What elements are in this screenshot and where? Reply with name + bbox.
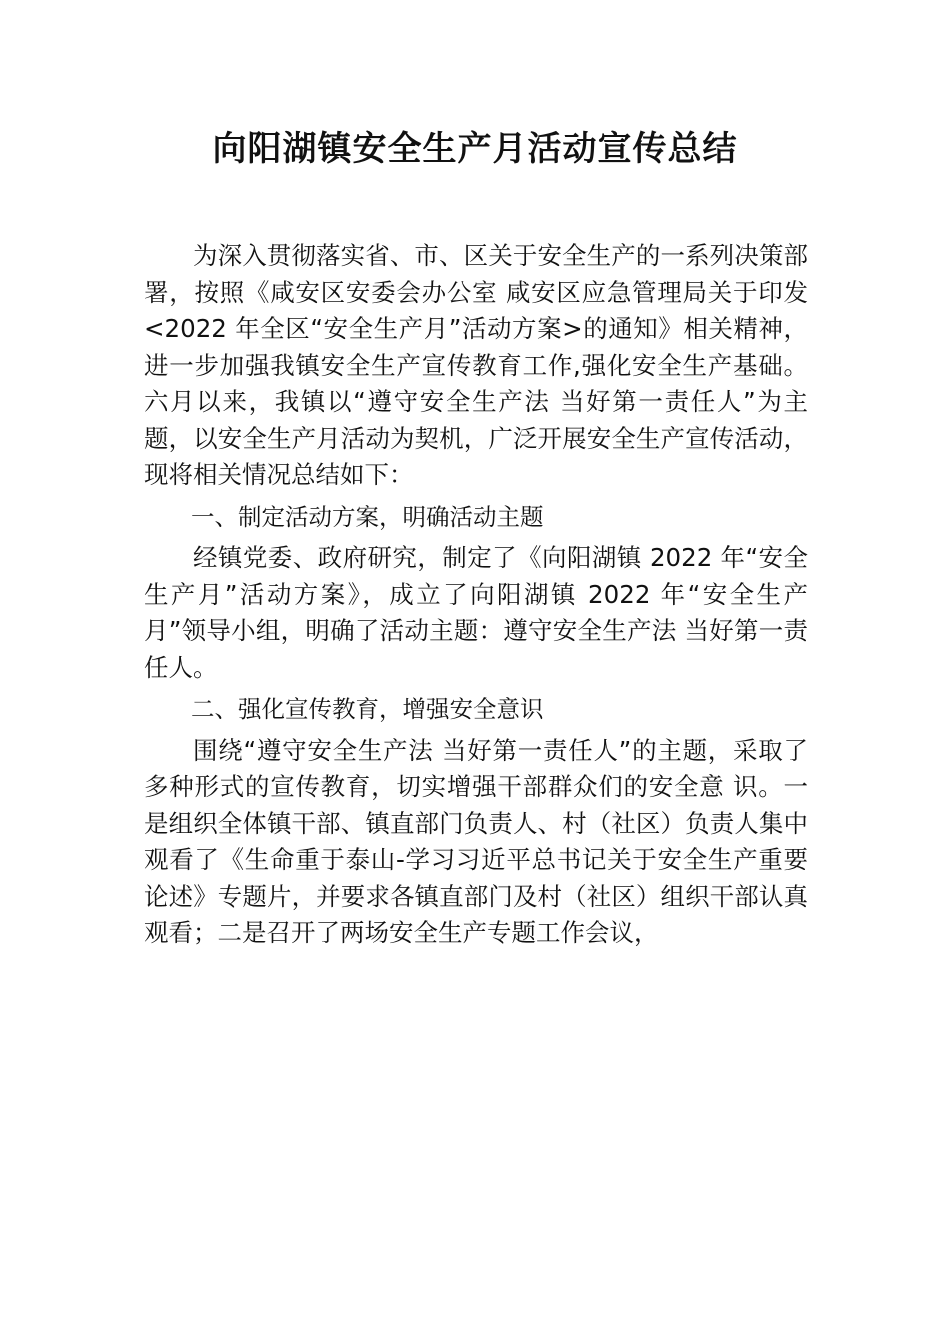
document-body bbox=[144, 238, 808, 952]
section-1-paragraph: 经镇党委、政府研究，制定了《向阳湖镇 2022 年“安全生产月”活动方案》，成立了向阳湖镇 2022 年“安全生产月”领导小组，明确了活动主题：遵守安全生产法 当好第一责任人。 bbox=[144, 543, 808, 682]
section-heading-1: 一、制定活动方案，明确活动主题 bbox=[191, 502, 544, 531]
intro-paragraph: 为深入贯彻落实省、市、区关于安全生产的一系列决策部署，按照《咸安区安委会办公室 咸安区应急管理局关于印发<2022 年全区“安全生产月”活动方案>的通知》相关精神，进一步加强我镇安全生产宣传教育工作,强化安全生产基础。六月以来，我镇以“遵守安全生产法 当好第一责任人”为主题，以安全生产月活动为契机，广泛开展安全生产宣传活动，现将相关情况总结如下： bbox=[144, 241, 808, 489]
document-title: 向阳湖镇安全生产月活动宣传总结 bbox=[212, 129, 738, 169]
section-heading-2: 二、强化宣传教育，增强安全意识 bbox=[191, 695, 544, 723]
section-2-paragraph: 围绕“遵守安全生产法 当好第一责任人”的主题，采取了多种形式的宣传教育，切实增强干部群众们的安全意 识。一是组织全体镇干部、镇直部门负责人、村（社区）负责人集中观看了《生命重于泰山-学习习近平总书记关于安全生产重要论述》专题片，并要求各镇直部门及村（社区）组织干部认真观看；二是召开了两场安全生产专题工作会议， bbox=[144, 735, 808, 947]
